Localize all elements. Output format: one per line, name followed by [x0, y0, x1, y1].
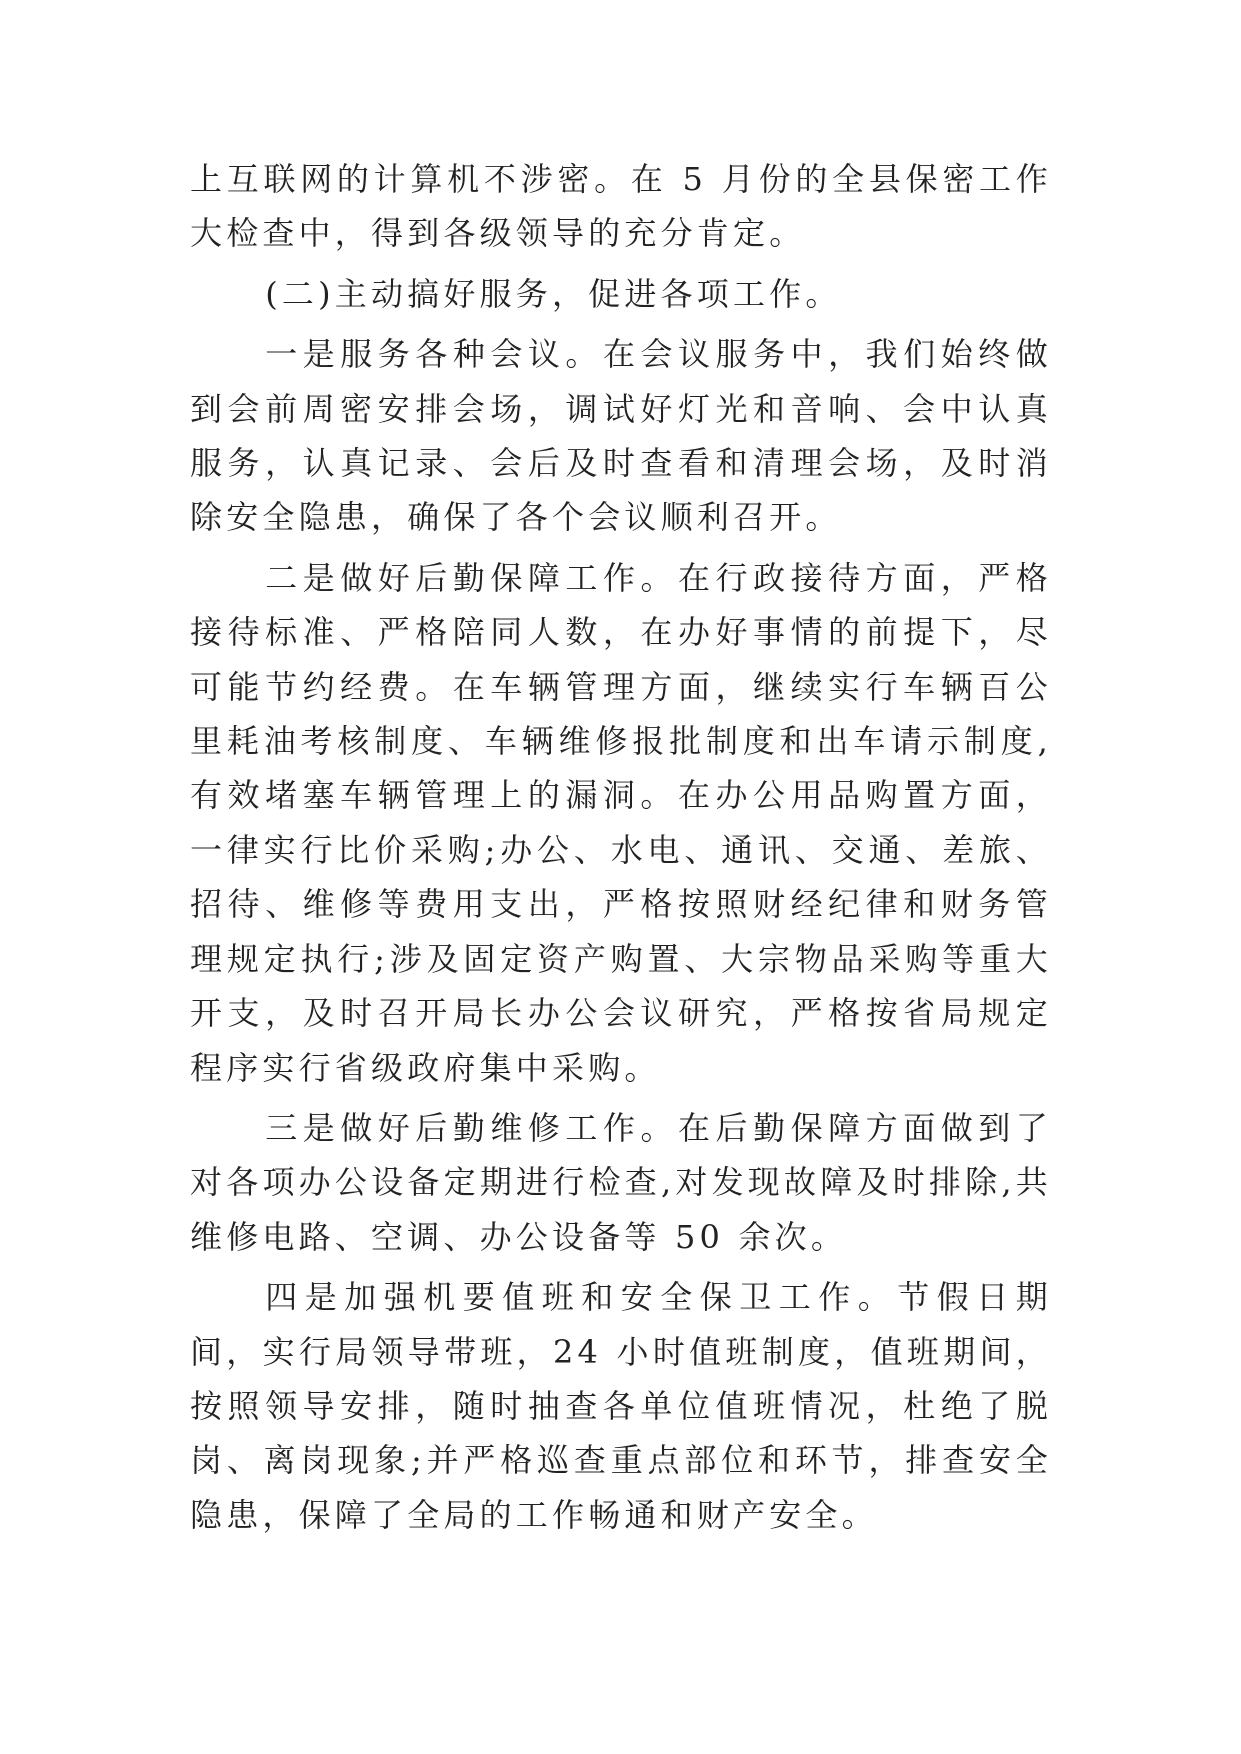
paragraph-logistics-support: 二是做好后勤保障工作。在行政接待方面，严格接待标准、严格陪同人数，在办好事情的前提下，尽可能节约经费。在车辆管理方面，继续实行车辆百公里耗油考核制度、车辆维修报批制度和出车请示制度,有效堵塞车辆管理上的漏洞。在办公用品购置方面，一律实行比价采购;办公、水电、通讯、交通、差旅、招待、维修等费用支出，严格按照财经纪律和财务管理规定执行;涉及固定资产购置、大宗物品采购等重大开支，及时召开局长办公会议研究，严格按省局规定程序实行省级政府集中采购。 [190, 558, 1052, 1087]
document-body [190, 152, 1052, 1548]
section-heading-2: (二)主动搞好服务，促进各项工作。 [265, 274, 842, 313]
paragraph-duty-security: 四是加强机要值班和安全保卫工作。节假日期间，实行局领导带班，24 小时值班制度，值班期间，按照领导安排，随时抽查各单位值班情况，杜绝了脱岗、离岗现象;并严格巡查重点部位和环节，排查安全隐患，保障了全局的工作畅通和财产安全。 [190, 1278, 1052, 1534]
paragraph-meeting-service: 一是服务各种会议。在会议服务中，我们始终做到会前周密安排会场，调试好灯光和音响、会中认真服务，认真记录、会后及时查看和清理会场，及时消除安全隐患，确保了各个会议顺利召开。 [190, 335, 1052, 537]
paragraph-1: 上互联网的计算机不涉密。在 5 月份的全县保密工作大检查中，得到各级领导的充分肯定。 [190, 160, 1052, 253]
paragraph-maintenance: 三是做好后勤维修工作。在后勤保障方面做到了对各项办公设备定期进行检查,对发现故障及时排除,共维修电路、空调、办公设备等 50 余次。 [190, 1108, 1052, 1256]
